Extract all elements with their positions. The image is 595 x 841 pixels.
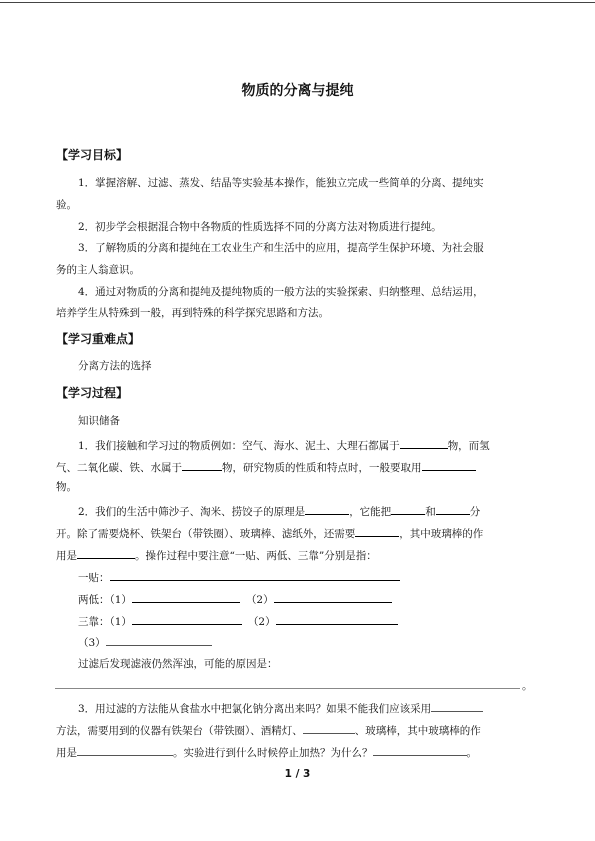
q2-line-c: 用是 。操作过程中要注意“一贴、两低、三靠”分别是指： bbox=[56, 547, 377, 564]
knowledge-subheading: 知识储备 bbox=[78, 415, 120, 427]
key-text: 分离方法的选择 bbox=[78, 360, 152, 372]
q3-blank-4[interactable] bbox=[373, 744, 467, 756]
yitie-line: 一贴： bbox=[78, 569, 400, 586]
liangdi-blank-1[interactable] bbox=[132, 591, 240, 603]
q2-blank-1[interactable] bbox=[305, 503, 349, 515]
sankao-blank-1[interactable] bbox=[132, 613, 242, 625]
goal-1-line-a: 1．掌握溶解、过滤、蒸发、结晶等实验基本操作，能独立完成一些简单的分离、提纯实 bbox=[78, 177, 484, 189]
q1-line-b: 气、二氧化碳、铁、水属于 物，研究物质的性质和特点时，一般要取用 bbox=[56, 459, 476, 476]
liangdi-line: 两低：（1） （2） bbox=[78, 591, 392, 608]
q2-blank-3[interactable] bbox=[436, 503, 470, 515]
q2-line-b: 开。除了需要烧杯、铁架台（带铁圈）、玻璃棒、滤纸外，还需要 ，其中玻璃棒的作 bbox=[56, 525, 483, 542]
goal-3-line-b: 务的主人翁意识。 bbox=[56, 264, 140, 276]
q3-blank-1[interactable] bbox=[431, 700, 483, 712]
turbid-question: 过滤后发现滤液仍然浑浊，可能的原因是： bbox=[78, 658, 278, 670]
goal-4-line-b: 培养学生从特殊到一般，再到特殊的科学探究思路和方法。 bbox=[56, 307, 329, 319]
q1-blank-2[interactable] bbox=[182, 459, 222, 471]
page-number: 1 / 3 bbox=[284, 768, 311, 780]
q2-blank-5[interactable] bbox=[77, 547, 135, 559]
liangdi-blank-2[interactable] bbox=[274, 591, 392, 603]
sankao-3-line: （3） bbox=[78, 634, 212, 651]
q3-line-a: 3．用过滤的方法能从食盐水中把氯化钠分离出来吗？如果不能我们应该采用 bbox=[78, 700, 483, 717]
goals-heading: 【学习目标】 bbox=[56, 148, 129, 162]
q3-blank-3[interactable] bbox=[77, 744, 173, 756]
page-title: 物质的分离与提纯 bbox=[241, 83, 354, 99]
key-heading: 【学习重难点】 bbox=[56, 332, 141, 346]
q2-blank-4[interactable] bbox=[355, 525, 399, 537]
q1-blank-3[interactable] bbox=[422, 459, 476, 471]
q1-line-a: 1．我们接触和学习过的物质例如：空气、海水、泥土、大理石都属于 物，而氢 bbox=[78, 437, 490, 454]
sankao-line: 三靠：（1） （2） bbox=[78, 613, 398, 630]
yitie-blank[interactable] bbox=[110, 569, 400, 581]
goal-3-line-a: 3．了解物质的分离和提纯在工农业生产和生活中的应用，提高学生保护环境、为社会服 bbox=[78, 242, 484, 254]
sankao-blank-3[interactable] bbox=[106, 634, 212, 646]
turbid-answer-line[interactable] bbox=[55, 688, 520, 689]
goal-2: 2．初步学会根据混合物中各物质的性质选择不同的分离方法对物质进行提纯。 bbox=[78, 221, 442, 233]
process-heading: 【学习过程】 bbox=[56, 386, 129, 400]
q1-line-c: 物。 bbox=[56, 481, 77, 493]
q1-blank-1[interactable] bbox=[400, 437, 448, 449]
header-rule bbox=[0, 2, 595, 3]
goal-4-line-a: 4．通过对物质的分离和提纯及提纯物质的一般方法的实验探索、归纳整理、总结运用， bbox=[78, 286, 484, 298]
q2-blank-2[interactable] bbox=[391, 503, 425, 515]
q3-blank-2[interactable] bbox=[303, 722, 355, 734]
q3-line-c: 用是 。实验进行到什么时候停止加热？为什么？ 。 bbox=[56, 744, 477, 761]
turbid-end: 。 bbox=[522, 680, 533, 692]
sankao-blank-2[interactable] bbox=[276, 613, 398, 625]
q3-line-b: 方法，需要用到的仪器有铁架台（带铁圈）、酒精灯、 、玻璃棒，其中玻璃棒的作 bbox=[56, 722, 481, 739]
goal-1-line-b: 验。 bbox=[56, 199, 77, 211]
q2-line-a: 2．我们的生活中筛沙子、淘米、捞饺子的原理是 ，它能把 和 分 bbox=[78, 503, 480, 520]
